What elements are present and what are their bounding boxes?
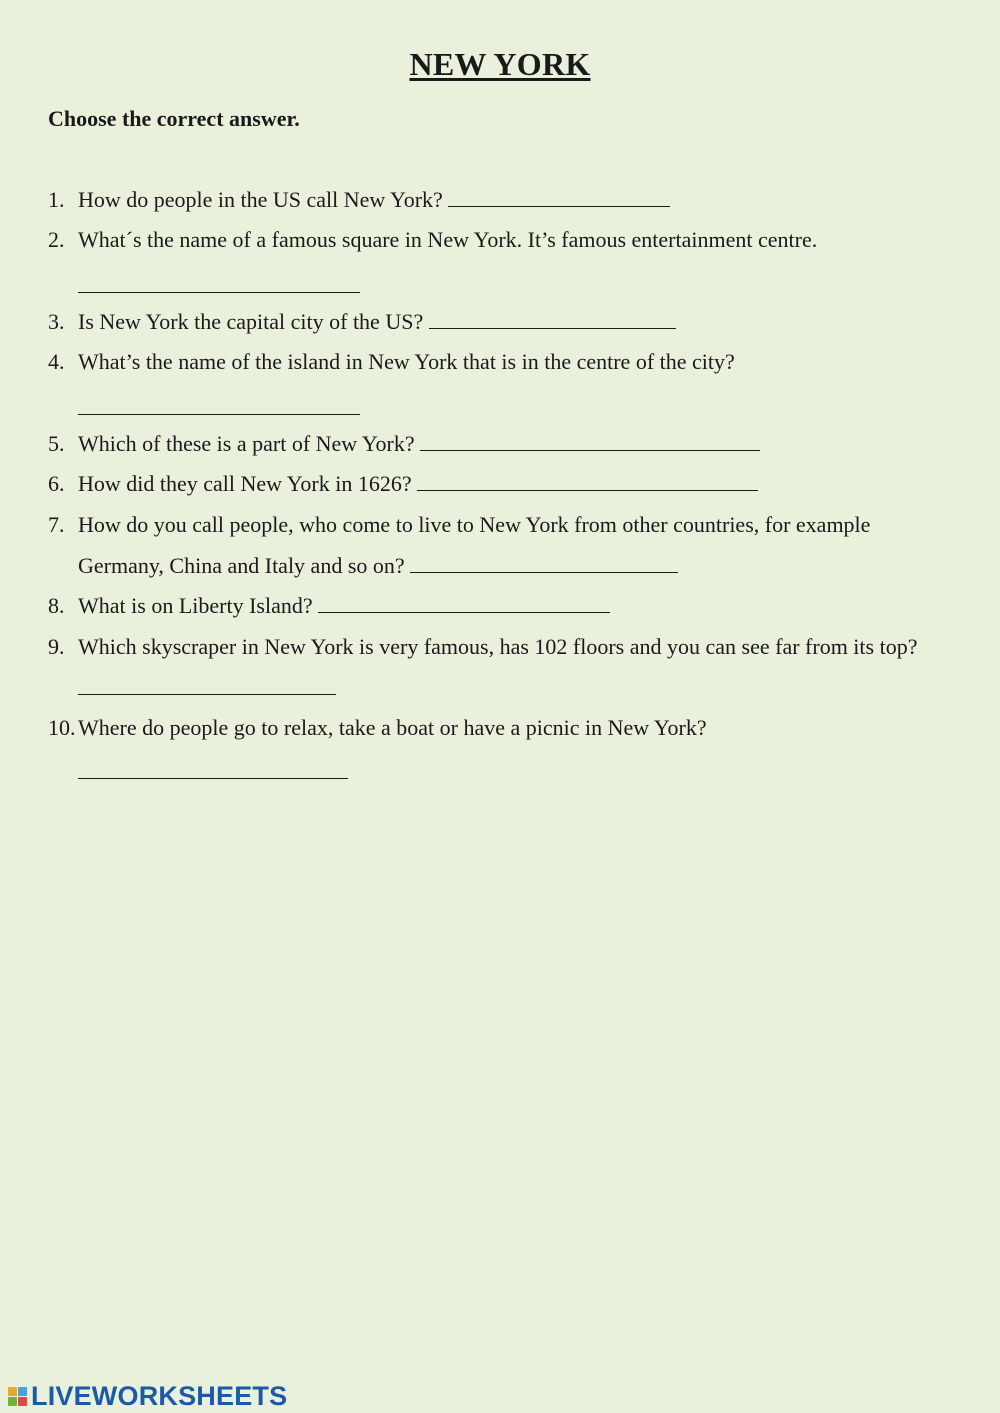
answer-blank-3[interactable]	[429, 327, 676, 329]
question-9	[48, 627, 948, 708]
question-number: 6.	[48, 471, 65, 496]
answer-blank-5[interactable]	[420, 449, 760, 451]
question-text: What is on Liberty Island?	[78, 593, 313, 618]
question-number: 10.	[48, 715, 76, 740]
question-number: 5.	[48, 431, 65, 456]
question-10	[48, 708, 948, 749]
question-8	[48, 586, 948, 627]
question-5	[48, 424, 948, 465]
answer-blank-10[interactable]	[78, 778, 348, 779]
question-text: How do people in the US call New York?	[78, 187, 443, 212]
answer-blank-2[interactable]	[78, 292, 360, 293]
question-7	[48, 505, 948, 586]
question-number: 9.	[48, 634, 65, 659]
question-text: Is New York the capital city of the US?	[78, 309, 424, 334]
answer-blank-4[interactable]	[78, 414, 360, 415]
worksheet-title: NEW YORK	[409, 46, 591, 82]
question-text: What’s the name of the island in New York that is in the centre of the city?	[78, 349, 735, 374]
answer-blank-7[interactable]	[410, 571, 678, 573]
question-text: How do you call people, who come to live to New York from other countries, for example Germany, China and Italy and so on?	[78, 512, 871, 578]
question-number: 8.	[48, 593, 65, 618]
liveworksheets-logo[interactable]	[8, 1381, 287, 1411]
question-number: 4.	[48, 349, 65, 374]
question-text: How did they call New York in 1626?	[78, 471, 412, 496]
logo-text: LIVEWORKSHEETS	[31, 1380, 288, 1411]
question-3	[48, 302, 948, 343]
answer-blank-8[interactable]	[318, 611, 610, 613]
answer-blank-6[interactable]	[417, 489, 758, 491]
question-text: Where do people go to relax, take a boat or have a picnic in New York?	[78, 715, 707, 740]
question-4	[48, 342, 948, 383]
question-2	[48, 220, 948, 261]
question-number: 7.	[48, 512, 65, 537]
question-6	[48, 464, 948, 505]
question-number: 2.	[48, 227, 65, 252]
answer-blank-9[interactable]	[78, 693, 336, 695]
question-1	[48, 180, 948, 221]
question-text: Which skyscraper in New York is very famous, has 102 floors and you can see far from its top?	[78, 634, 918, 659]
question-number: 1.	[48, 187, 65, 212]
question-text: Which of these is a part of New York?	[78, 431, 415, 456]
instructions: Choose the correct answer.	[48, 106, 300, 131]
question-number: 3.	[48, 309, 65, 334]
question-text: What´s the name of a famous square in New York. It’s famous entertainment centre.	[78, 227, 818, 252]
liveworksheets-logo-icon	[8, 1387, 27, 1406]
answer-blank-1[interactable]	[448, 205, 670, 207]
